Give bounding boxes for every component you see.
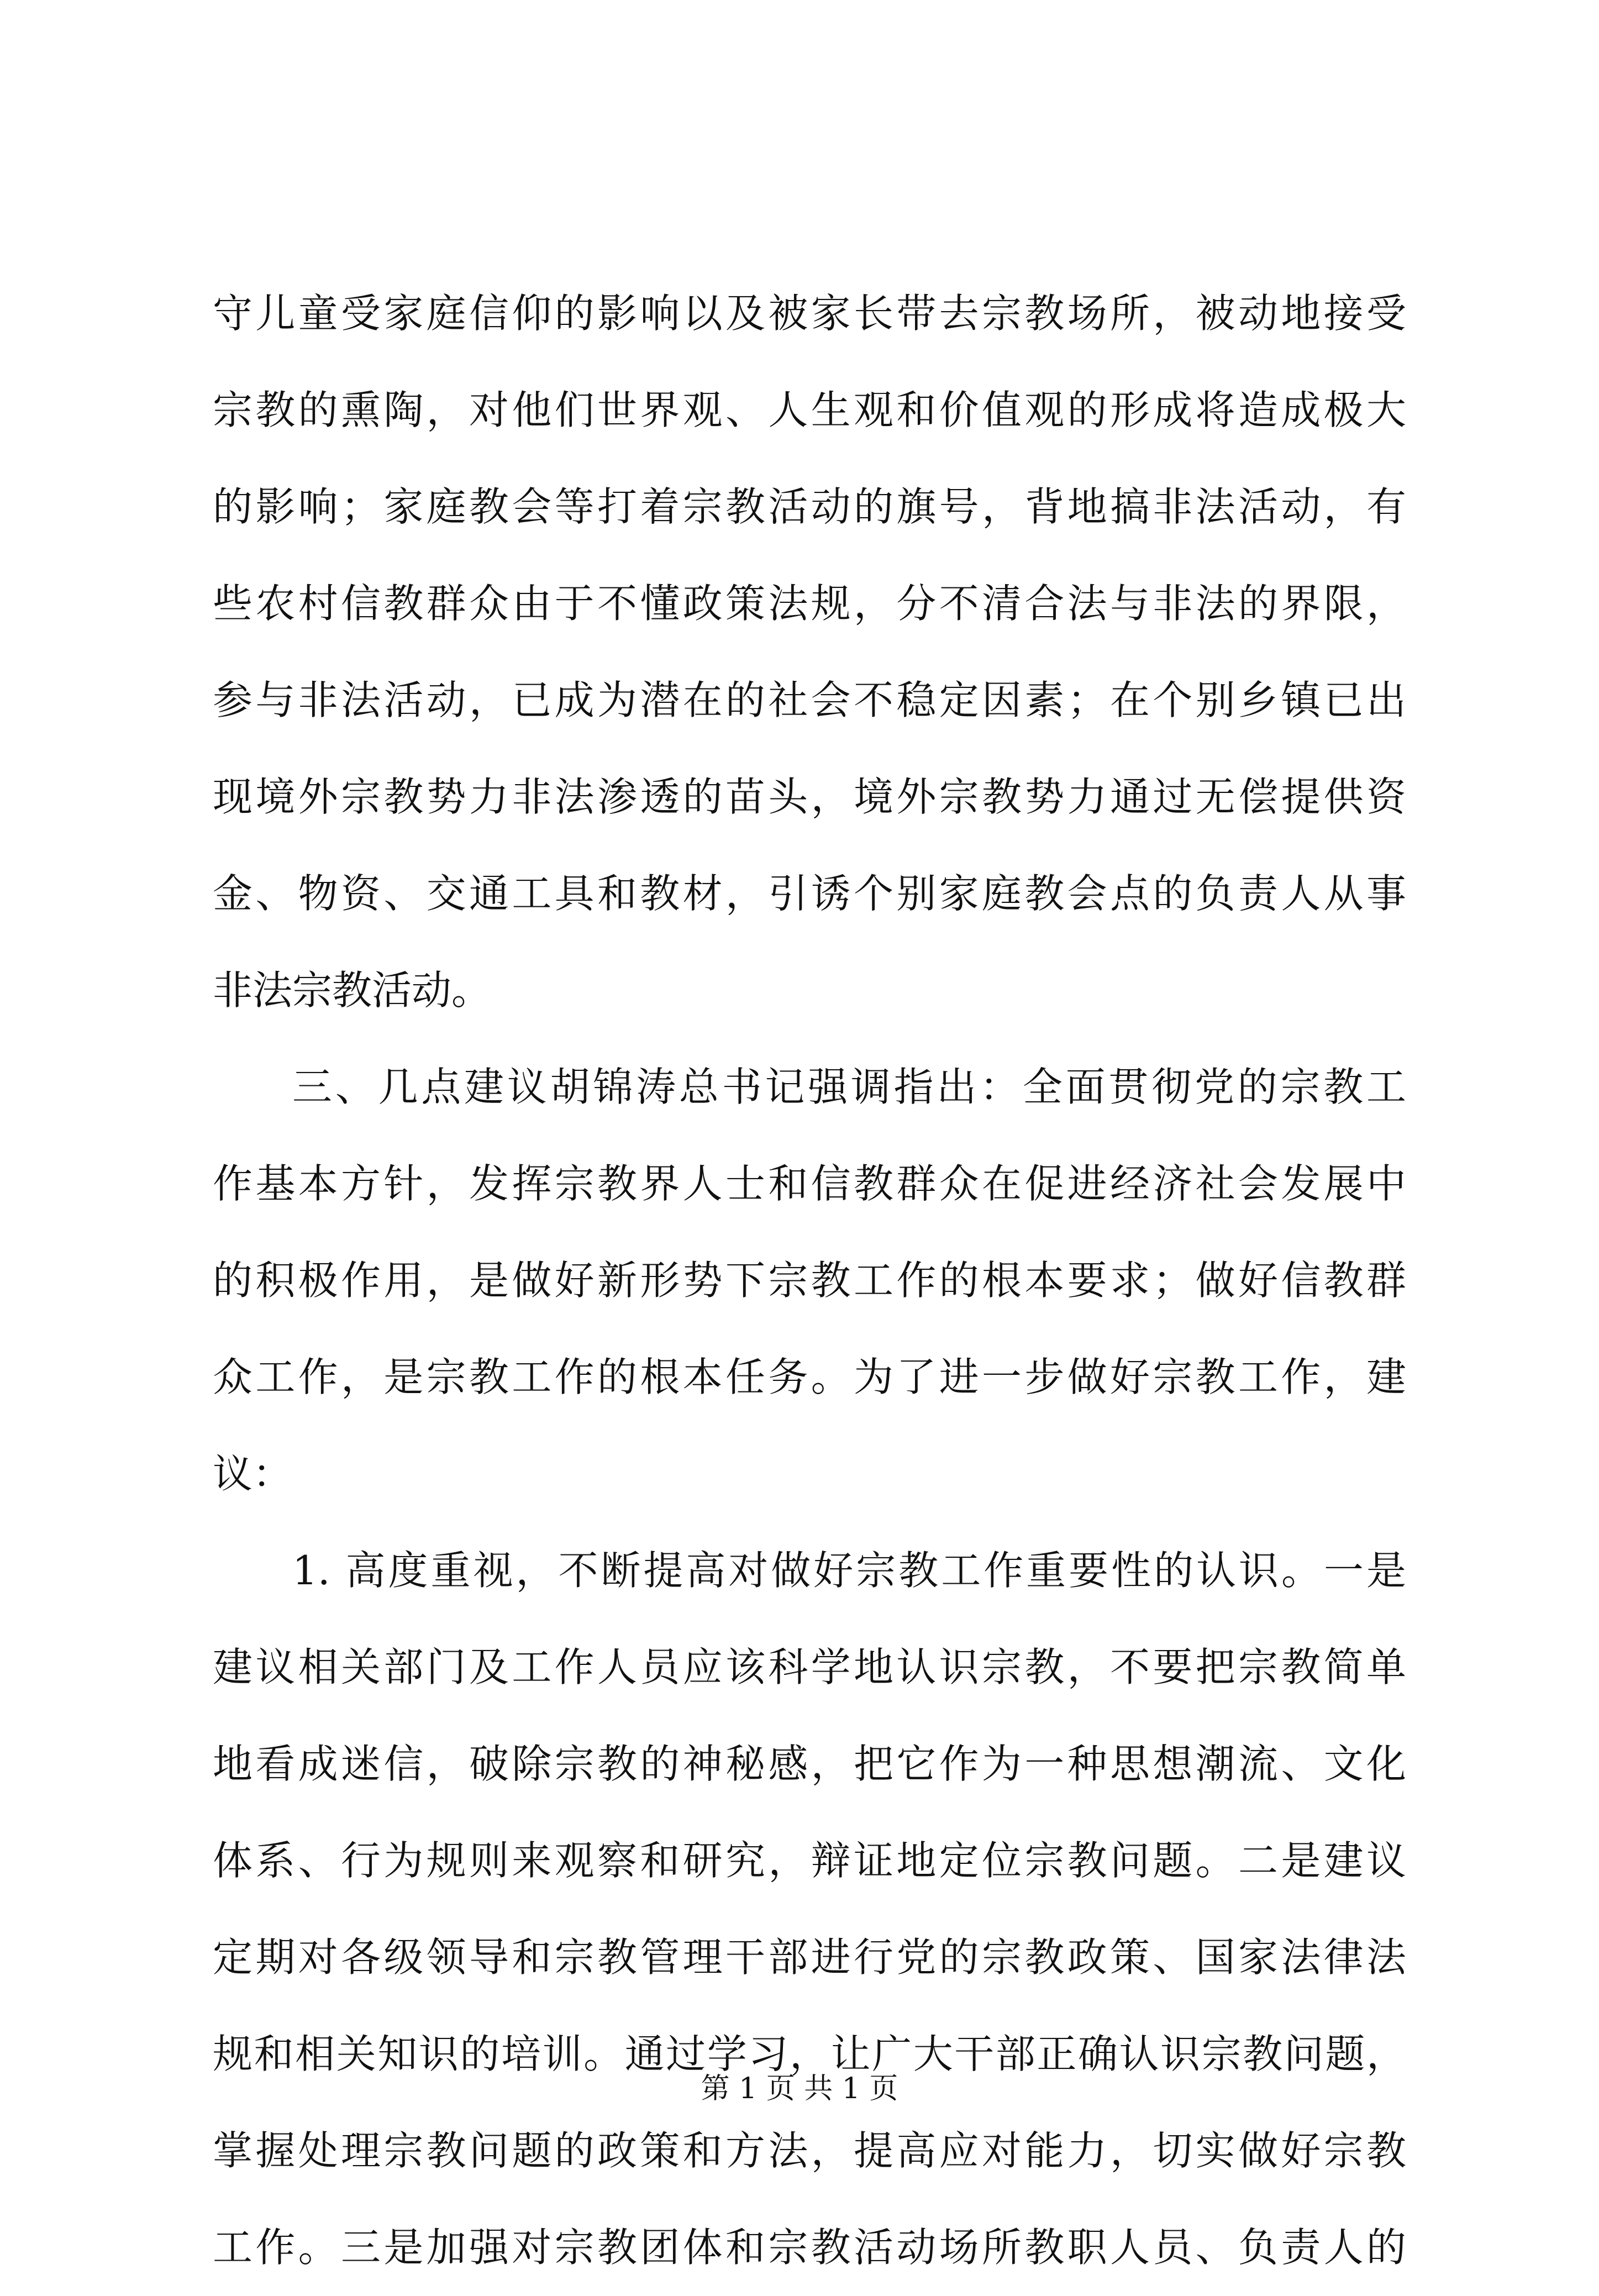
text-line: 参与非法活动，已成为潜在的社会不稳定因素；在个别乡镇已出: [213, 677, 1406, 723]
text-line: 地看成迷信，破除宗教的神秘感，把它作为一种思想潮流、文化: [213, 1741, 1406, 1787]
text-line: 非法宗教活动。: [213, 967, 492, 1013]
text-line: 工作。三是加强对宗教团体和宗教活动场所教职人员、负责人的: [213, 2224, 1406, 2271]
text-line: 议：: [213, 1451, 293, 1497]
list-item-line: 1. 高度重视，不断提高对做好宗教工作重要性的认识。一是: [292, 1547, 1406, 1594]
text-line: 些农村信教群众由于不懂政策法规，分不清合法与非法的界限，: [213, 580, 1406, 627]
text-line: 体系、行为规则来观察和研究，辩证地定位宗教问题。二是建议: [213, 1837, 1406, 1884]
section-heading-line: 三、几点建议胡锦涛总书记强调指出：全面贯彻党的宗教工: [292, 1064, 1406, 1110]
text-line: 众工作，是宗教工作的根本任务。为了进一步做好宗教工作，建: [213, 1354, 1406, 1400]
text-line: 作基本方针，发挥宗教界人士和信教群众在促进经济社会发展中: [213, 1160, 1406, 1207]
text-line: 规和相关知识的培训。通过学习，让广大干部正确认识宗教问题，: [213, 2031, 1406, 2077]
page-footer: [0, 2069, 1599, 2108]
document-body: [213, 265, 1406, 2296]
text-line: 金、物资、交通工具和教材，引诱个别家庭教会点的负责人从事: [213, 870, 1406, 917]
text-line: 宗教的熏陶，对他们世界观、人生观和价值观的形成将造成极大: [213, 387, 1406, 433]
text-line: 的积极作用，是做好新形势下宗教工作的根本要求；做好信教群: [213, 1257, 1406, 1304]
text-line: 守儿童受家庭信仰的影响以及被家长带去宗教场所，被动地接受: [213, 290, 1406, 337]
text-line: 的影响；家庭教会等打着宗教活动的旗号，背地搞非法活动，有: [213, 484, 1406, 530]
text-line: 掌握处理宗教问题的政策和方法，提高应对能力，切实做好宗教: [213, 2127, 1406, 2174]
page-number-label: 第 1 页 共 1 页: [701, 2072, 898, 2105]
text-line: 建议相关部门及工作人员应该科学地认识宗教，不要把宗教简单: [213, 1644, 1406, 1690]
text-line: 现境外宗教势力非法渗透的苗头，境外宗教势力通过无偿提供资: [213, 774, 1406, 820]
text-line: 定期对各级领导和宗教管理干部进行党的宗教政策、国家法律法: [213, 1934, 1406, 1980]
